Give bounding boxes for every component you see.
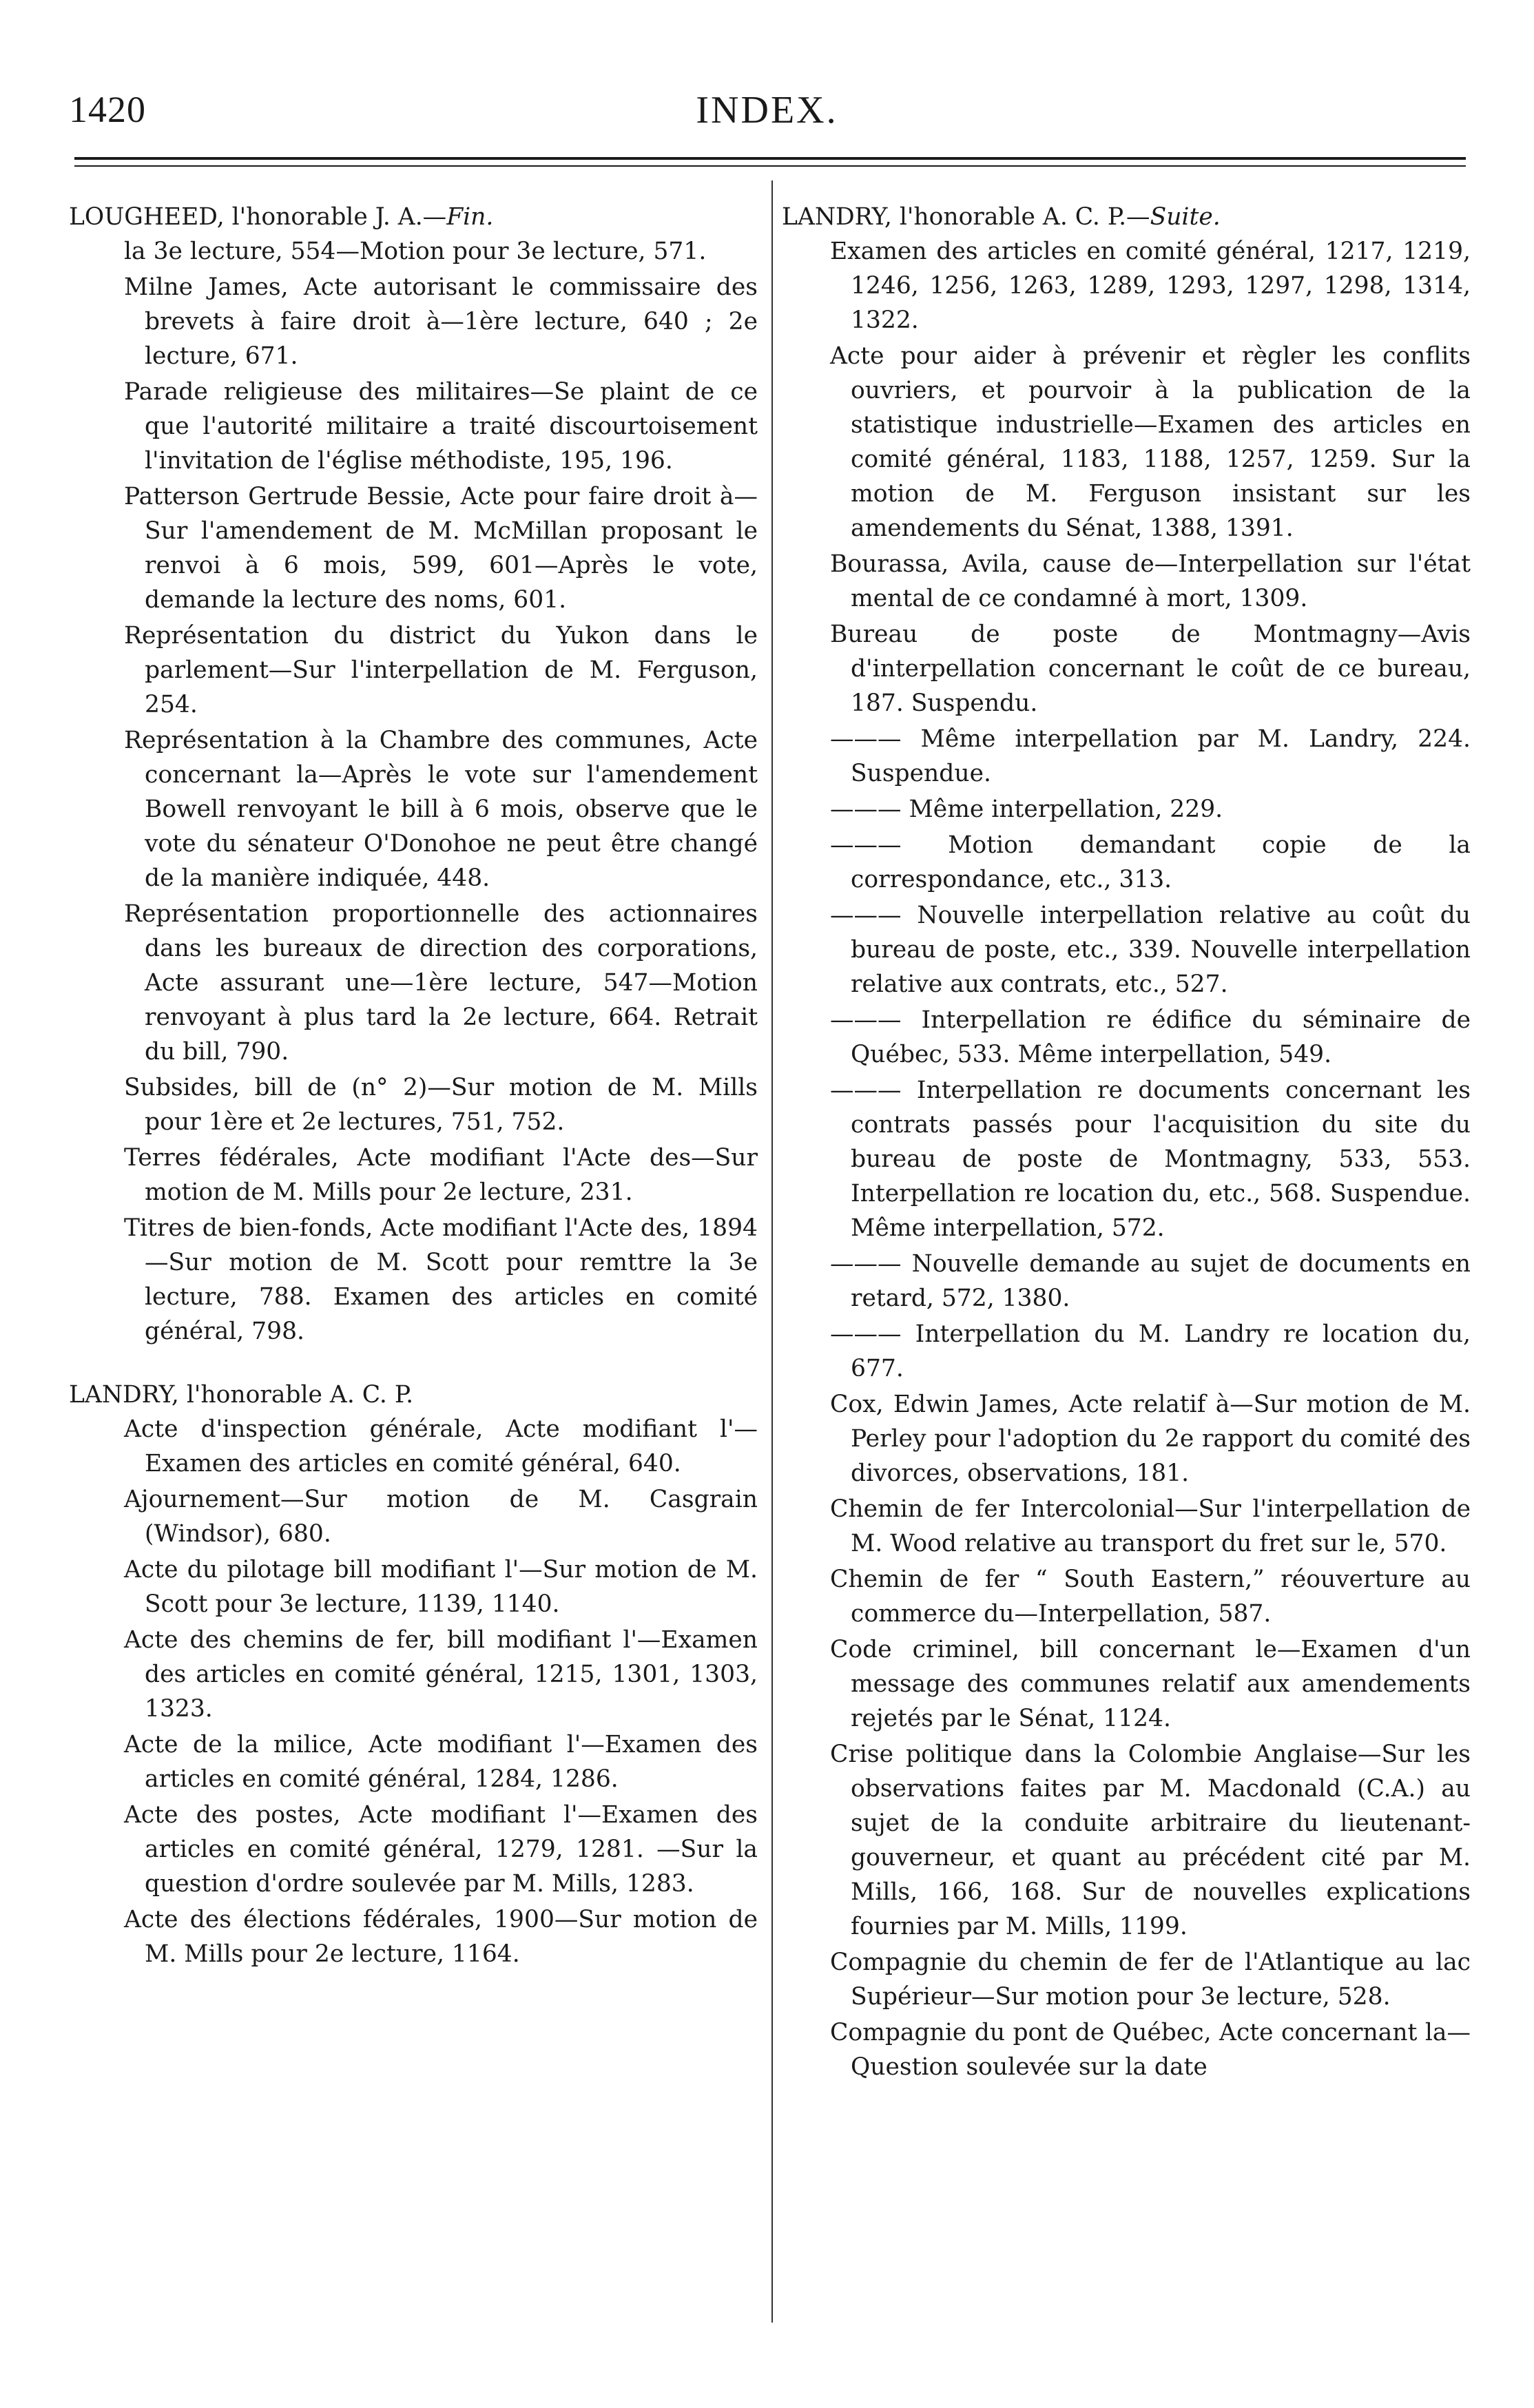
index-entry: Compagnie du chemin de fer de l'Atlantique au lac Supérieur—Sur motion pour 3e lecture, 528. bbox=[830, 1949, 1471, 2011]
index-entry: Acte pour aider à prévenir et règler les conflits ouvriers, et pourvoir à la publication de la statistique industrielle—Examen des articles en comité général, 1183, 1188, 1257, 1259. Sur la motion de M. Ferguson insistant sur les amendements du Sénat, 1388, 1391. bbox=[830, 342, 1471, 542]
heading-name: LOUGHEED, l'honorable J. A.— bbox=[69, 203, 447, 231]
index-entry: Acte des postes, Acte modifiant l'—Examen des articles en comité général, 1279, 1281. —Sur la question d'ordre soulevée par M. Mills, 1283. bbox=[124, 1801, 758, 1898]
index-entry: ——— Même interpellation par M. Landry, 224. Suspendue. bbox=[830, 725, 1471, 787]
left-column bbox=[69, 200, 758, 1973]
index-entry: ——— Même interpellation, 229. bbox=[830, 796, 1223, 823]
heading-suffix: Suite. bbox=[1150, 203, 1221, 231]
index-entry: Représentation à la Chambre des communes, Acte concernant la—Après le vote sur l'amendement Bowell renvoyant le bill à 6 mois, observe que le vote du sénateur O'Donohoe ne peut être changé de la manière indiquée, 448. bbox=[124, 727, 758, 892]
entry-heading bbox=[69, 1378, 758, 1412]
page-header bbox=[0, 0, 1534, 158]
index-entry: Acte des élections fédérales, 1900—Sur motion de M. Mills pour 2e lecture, 1164. bbox=[124, 1906, 758, 1968]
index-entry: Représentation proportionnelle des actionnaires dans les bureaux de direction des corporations, Acte assurant une—1ère lecture, 547—Motion renvoyant à plus tard la 2e lecture, 664. Retrait du bill, 790. bbox=[124, 900, 758, 1066]
index-entry: Milne James, Acte autorisant le commissaire des brevets à faire droit à—1ère lecture, 640 ; 2e lecture, 671. bbox=[124, 273, 758, 370]
index-entry: Acte des chemins de fer, bill modifiant l'—Examen des articles en comité général, 1215, 1301, 1303, 1323. bbox=[124, 1626, 758, 1723]
index-entry: Chemin de fer Intercolonial—Sur l'interpellation de M. Wood relative au transport du fret sur le, 570. bbox=[830, 1495, 1471, 1557]
heading-name: LANDRY, l'honorable A. C. P. bbox=[69, 1381, 414, 1409]
index-entry: Acte du pilotage bill modifiant l'—Sur motion de M. Scott pour 3e lecture, 1139, 1140. bbox=[124, 1556, 758, 1618]
index-entry: ——— Interpellation re documents concernant les contrats passés pour l'acquisition du site du bureau de poste de Montmagny, 533, 553. Interpellation re location du, etc., 568. Suspendue. Même interpellation, 572. bbox=[830, 1077, 1471, 1242]
index-entry: Code criminel, bill concernant le—Examen d'un message des communes relatif aux amendements rejetés par le Sénat, 1124. bbox=[830, 1636, 1471, 1732]
index-entry: Terres fédérales, Acte modifiant l'Acte des—Sur motion de M. Mills pour 2e lecture, 231. bbox=[124, 1144, 758, 1206]
index-entry: ——— Nouvelle demande au sujet de documents en retard, 572, 1380. bbox=[830, 1250, 1471, 1312]
left-entries-group-1 bbox=[69, 234, 758, 1349]
index-entry: Compagnie du pont de Québec, Acte concernant la—Question soulevée sur la date bbox=[830, 2019, 1471, 2081]
index-entry: Crise politique dans la Colombie Anglaise—Sur les observations faites par M. Macdonald (C.A.) au sujet de la conduite arbitraire du lieutenant-gouverneur, et quant au précédent cité par M. Mills, 166, 168. Sur de nouvelles explications fournies par M. Mills, 1199. bbox=[830, 1741, 1471, 1940]
left-entries-group-2 bbox=[69, 1412, 758, 1971]
index-entry: Parade religieuse des militaires—Se plaint de ce que l'autorité militaire a traité discourtoisement l'invitation de l'église méthodiste, 195, 196. bbox=[124, 378, 758, 475]
column-divider bbox=[771, 180, 773, 2323]
right-column bbox=[782, 200, 1471, 2086]
index-entry: ——— Nouvelle interpellation relative au coût du bureau de poste, etc., 339. Nouvelle interpellation relative aux contrats, etc., 527. bbox=[830, 902, 1471, 998]
index-entry: Bureau de poste de Montmagny—Avis d'interpellation concernant le coût de ce bureau, 187. Suspendu. bbox=[830, 621, 1471, 717]
header-rule bbox=[74, 157, 1466, 160]
header-rule-thin bbox=[74, 165, 1466, 167]
index-entry: Titres de bien-fonds, Acte modifiant l'Acte des, 1894—Sur motion de M. Scott pour remttre la 3e lecture, 788. Examen des articles en comité général, 798. bbox=[124, 1214, 758, 1345]
index-entry: la 3e lecture, 554—Motion pour 3e lecture, 571. bbox=[124, 238, 707, 265]
index-entry: Examen des articles en comité général, 1217, 1219, 1246, 1256, 1263, 1289, 1293, 1297, 1298, 1314, 1322. bbox=[830, 238, 1471, 334]
index-entry: Subsides, bill de (n° 2)—Sur motion de M. Mills pour 1ère et 2e lectures, 751, 752. bbox=[124, 1074, 758, 1136]
index-entry: Représentation du district du Yukon dans le parlement—Sur l'interpellation de M. Ferguson, 254. bbox=[124, 622, 758, 718]
index-entry: Chemin de fer “ South Eastern,” réouverture au commerce du—Interpellation, 587. bbox=[830, 1566, 1471, 1628]
index-entry: Acte d'inspection générale, Acte modifiant l'—Examen des articles en comité général, 640. bbox=[124, 1415, 758, 1477]
page-number: 1420 bbox=[69, 89, 146, 130]
entry-heading bbox=[782, 200, 1471, 234]
index-entry: Ajournement—Sur motion de M. Casgrain (Windsor), 680. bbox=[124, 1486, 758, 1548]
right-entries-group bbox=[782, 234, 1471, 2084]
running-title: INDEX. bbox=[696, 89, 838, 132]
index-entry: ——— Interpellation re édifice du séminaire de Québec, 533. Même interpellation, 549. bbox=[830, 1006, 1471, 1068]
heading-name: LANDRY, l'honorable A. C. P.— bbox=[782, 203, 1150, 231]
index-entry: Patterson Gertrude Bessie, Acte pour faire droit à—Sur l'amendement de M. McMillan proposant le renvoi à 6 mois, 599, 601—Après le vote, demande la lecture des noms, 601. bbox=[124, 483, 758, 614]
entry-heading bbox=[69, 200, 758, 234]
index-entry: ——— Interpellation du M. Landry re location du, 677. bbox=[830, 1320, 1471, 1382]
section-gap bbox=[69, 1350, 758, 1378]
index-entry: Acte de la milice, Acte modifiant l'—Examen des articles en comité général, 1284, 1286. bbox=[124, 1731, 758, 1793]
index-entry: Bourassa, Avila, cause de—Interpellation sur l'état mental de ce condamné à mort, 1309. bbox=[830, 550, 1471, 612]
index-entry: ——— Motion demandant copie de la correspondance, etc., 313. bbox=[830, 831, 1471, 893]
heading-suffix: Fin. bbox=[446, 203, 494, 231]
index-entry: Cox, Edwin James, Acte relatif à—Sur motion de M. Perley pour l'adoption du 2e rapport du comité des divorces, observations, 181. bbox=[830, 1391, 1471, 1487]
